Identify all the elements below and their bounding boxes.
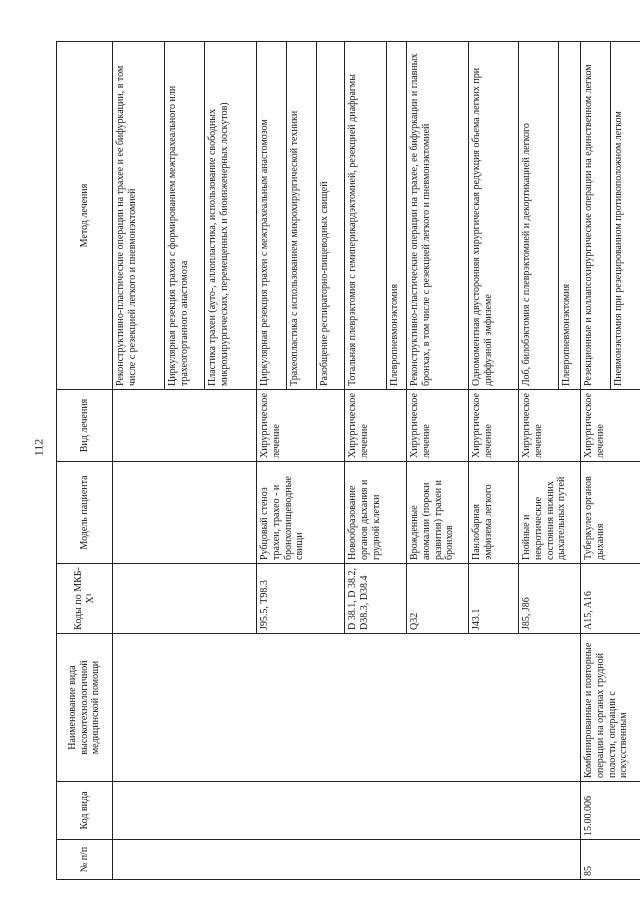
header-model: Модель пациента (57, 462, 113, 564)
cell-method: Резекционные и коллапсохирургические операции на единственном легком (581, 42, 611, 390)
cell-icd: J95.5, T98.3 (257, 564, 345, 634)
cell-icd: D 38.1, D 38.2, D38.3, D38.4 (345, 564, 407, 634)
cell-name: Комбинированные и повторные операции на органах грудной полости, операции с искусственным (581, 634, 640, 782)
cell-model: Новообразование органов дыхания и грудной клетки (345, 462, 407, 564)
cell-method: Трахеопластика с использованием микрохирургической техники (287, 42, 317, 390)
cell-icd: J85, J86 (519, 564, 581, 634)
header-type: Вид лечения (57, 390, 113, 462)
cell-type: Хирургическое лечение (257, 390, 345, 462)
cell-method: Циркулярная резекция трахеи с межтрахеальным анастомозом (257, 42, 287, 390)
page-number: 112 (31, 438, 46, 457)
table-row (581, 42, 611, 880)
cell-model: Рубцовый стеноз трахеи, трахео - и бронхопищеводные свищи (257, 462, 345, 564)
cell-method: Одномоментная двусторонняя хирургическая редукция объема легких при диффузной эмфиземе (469, 42, 519, 390)
cell-type: Хирургическое лечение (407, 390, 469, 462)
cell-type: Хирургическое лечение (519, 390, 581, 462)
rotated-table-wrapper (56, 42, 630, 880)
cell-model: Панлобарная эмфизема легкого (469, 462, 519, 564)
table-header (57, 42, 113, 880)
table-row (113, 42, 165, 880)
cell-icd: A15, A16 (581, 564, 640, 634)
cell-method: Лоб, билобэктомия с плеврэктомией и декортикацией легкого (519, 42, 559, 390)
cell-model (113, 462, 257, 564)
cell-method: Пластика трахеи (ауто-, аллопластика, использование свободных микрохирургических, перемещенных и биоинженерных лоскутов) (205, 42, 257, 390)
header-code: Код вида (57, 782, 113, 840)
cell-type: Хирургическое лечение (345, 390, 407, 462)
cell-code (113, 782, 581, 840)
header-method: Метод лечения (57, 42, 113, 390)
cell-num: 85 (581, 840, 640, 880)
cell-icd: J43.1 (469, 564, 519, 634)
header-name: Наименование вида высокотехнологичной медицинской помощи (57, 634, 113, 782)
table-body (113, 42, 640, 880)
cell-model: Гнойные и некротические состояния нижних дыхательных путей (519, 462, 581, 564)
cell-type (113, 390, 257, 462)
cell-method: Разобщение респираторно-пищеводных свищей (317, 42, 345, 390)
cell-icd (113, 564, 257, 634)
cell-model: Туберкулез органов дыхания (581, 462, 640, 564)
cell-method: Реконструктивно-пластические операции на трахее, ее бифуркации и главных бронхах, в том числе с резекцией легкого и пневмонэктомией (407, 42, 469, 390)
cell-code: 15.00.006 (581, 782, 640, 840)
cell-num (113, 840, 581, 880)
cell-method: Пневмонэктомия при резецированном противоположном легком (611, 42, 640, 390)
cell-method: Циркулярная резекция трахеи с формированием межтрахеального или трахеогортанного анастомоза (165, 42, 205, 390)
treatment-table (56, 41, 640, 880)
cell-model: Врожденные аномалии (пороки развития) трахеи и бронхов (407, 462, 469, 564)
cell-type: Хирургическое лечение (469, 390, 519, 462)
cell-icd: Q32 (407, 564, 469, 634)
cell-method: Тотальная плеврэктомия с гемиперикардэктомией, резекцией диафрагмы (345, 42, 387, 390)
cell-method: Реконструктивно-пластические операции на трахее и ее бифуркации, в том числе с резекцией легкого и пневмонэктомией (113, 42, 165, 390)
header-icd: Коды по МКБ-Х¹ (57, 564, 113, 634)
cell-method: Плевропневмонэктомия (559, 42, 581, 390)
header-num: № п/п (57, 840, 113, 880)
cell-method: Плевропневмонэктомия (387, 42, 407, 390)
cell-type: Хирургическое лечение (581, 390, 640, 462)
cell-name (113, 634, 581, 782)
